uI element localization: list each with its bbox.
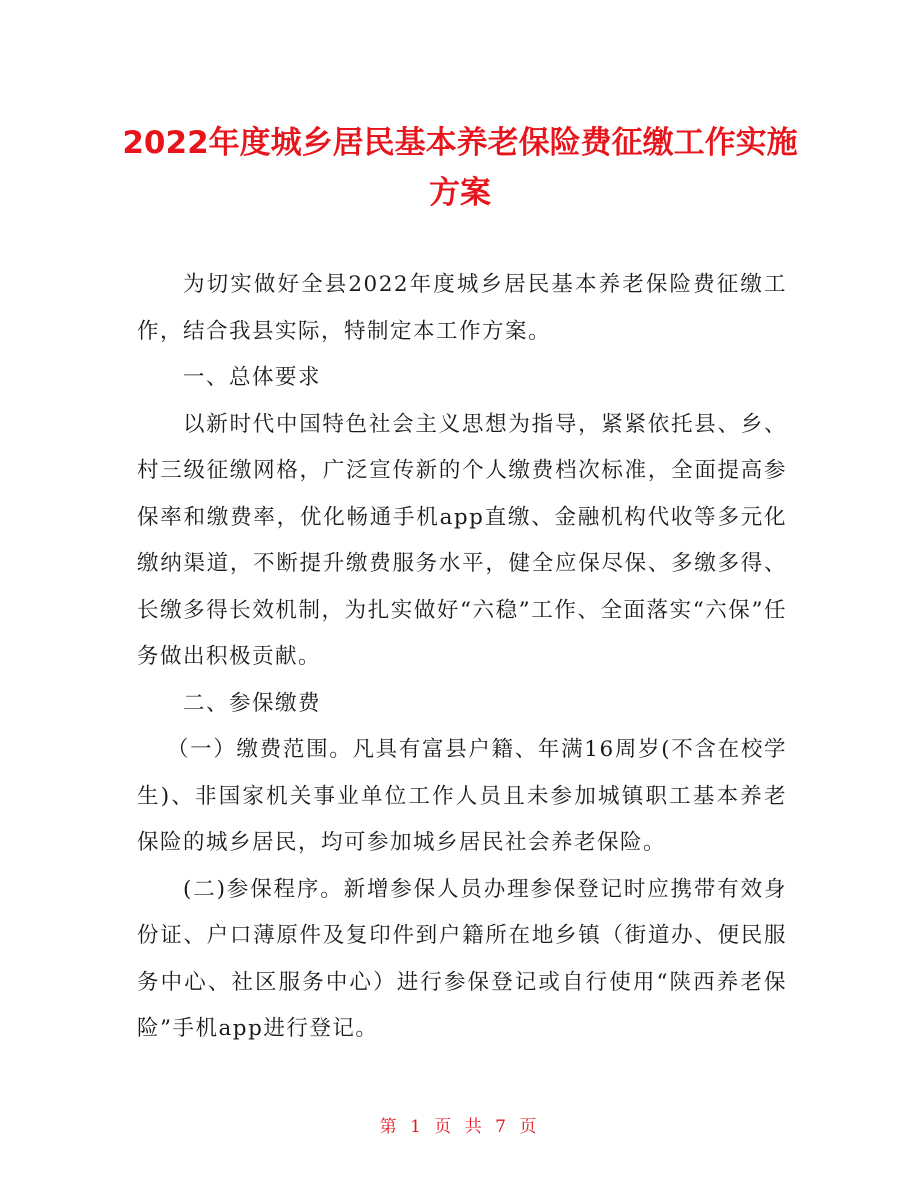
page-number-footer: 第 1 页 共 7 页 (379, 1117, 541, 1137)
document-title: 2022年度城乡居民基本养老保险费征缴工作实施方案 (122, 125, 798, 211)
document-body (137, 262, 787, 1053)
paragraph-general-requirements: 以新时代中国特色社会主义思想为指导，紧紧依托县、乡、村三级征缴网格，广泛宣传新的个人缴费档次标准，全面提高参保率和缴费率，优化畅通手机app直缴、金融机构代收等多元化缴纳渠道，不断提升缴费服务水平，健全应保尽保、多缴多得、长缴多得长效机制，为扎实做好“六稳”工作、全面落实“六保”任务做出积极贡献。 (137, 411, 787, 669)
section-heading-general-requirements: 一、总体要求 (183, 365, 322, 390)
paragraph-enrollment-procedure: (二)参保程序。新增参保人员办理参保登记时应携带有效身份证、户口薄原件及复印件到户籍所在地乡镇（街道办、便民服务中心、社区服务中心）进行参保登记或自行使用“陕西养老保险”手机app进行登记。 (137, 876, 787, 1041)
paragraph-payment-scope: （一）缴费范围。凡具有富县户籍、年满16周岁(不含在校学生)、非国家机关事业单位工作人员且未参加城镇职工基本养老保险的城乡居民，均可参加城乡居民社会养老保险。 (137, 737, 787, 855)
section-heading-insurance-payment: 二、参保缴费 (183, 690, 322, 716)
paragraph-intro: 为切实做好全县2022年度城乡居民基本养老保险费征缴工作，结合我县实际，特制定本工作方案。 (137, 272, 787, 344)
